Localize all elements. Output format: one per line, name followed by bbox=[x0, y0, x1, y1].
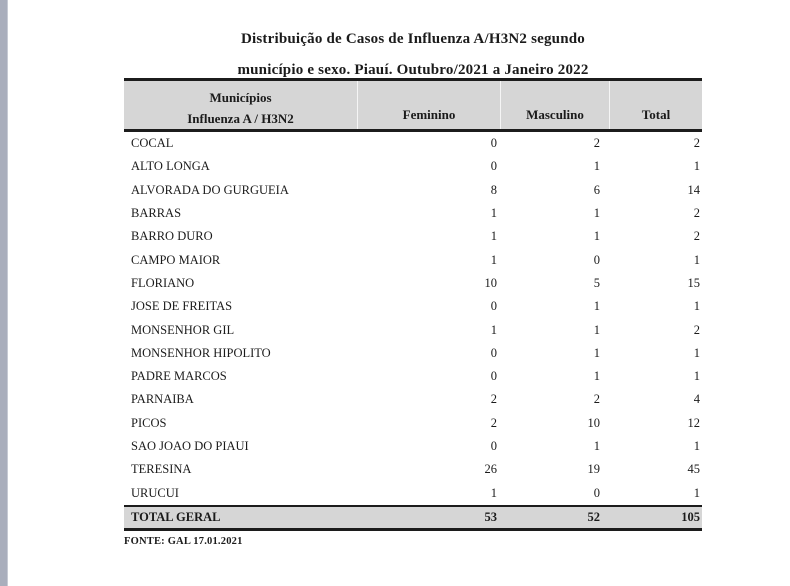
municipality-cell: CAMPO MAIOR bbox=[131, 252, 221, 267]
feminino-cell: 0 bbox=[490, 439, 497, 453]
total-cell: 1 bbox=[693, 345, 700, 360]
feminino-cell: 2 bbox=[490, 392, 497, 407]
municipality-cell: MONSENHOR GIL bbox=[131, 322, 235, 337]
feminino-cell: 2 bbox=[490, 415, 497, 430]
feminino-cell: 1 bbox=[490, 206, 497, 221]
table-row bbox=[124, 295, 702, 318]
masculino-cell: 1 bbox=[593, 322, 600, 337]
header-feminino: Feminino bbox=[357, 81, 500, 129]
municipality-cell: PARNAIBA bbox=[131, 392, 194, 407]
table-row bbox=[124, 342, 702, 365]
feminino-cell: 1 bbox=[490, 252, 497, 267]
municipality-cell: JOSE DE FREITAS bbox=[131, 299, 233, 314]
header-municipios-line2: Influenza A / H3N2 bbox=[187, 111, 294, 126]
feminino-cell: 0 bbox=[490, 345, 497, 360]
feminino-cell: 0 bbox=[490, 369, 497, 384]
masculino-cell: 1 bbox=[593, 299, 600, 314]
masculino-cell: 2 bbox=[593, 136, 600, 151]
municipality-cell: ALVORADA DO GURGUEIA bbox=[131, 182, 289, 197]
municipality-cell: COCAL bbox=[131, 136, 174, 151]
total-cell: 2 bbox=[693, 322, 700, 337]
table-row bbox=[124, 388, 702, 411]
municipality-cell: TERESINA bbox=[131, 462, 192, 477]
table-total-row bbox=[124, 505, 702, 531]
masculino-cell: 19 bbox=[587, 462, 600, 477]
total-cell: 1 bbox=[693, 439, 700, 453]
municipality-cell: ALTO LONGA bbox=[131, 159, 210, 174]
table-row bbox=[124, 179, 702, 202]
total-cell: 1 bbox=[693, 299, 700, 314]
title-line-2: município e sexo. Piauí. Outubro/2021 a Janeiro 2022 bbox=[237, 62, 589, 78]
table-row bbox=[124, 225, 702, 248]
masculino-cell: 6 bbox=[593, 182, 600, 197]
cases-table bbox=[124, 78, 702, 531]
total-cell: 1 bbox=[693, 369, 700, 384]
table-row bbox=[124, 202, 702, 225]
table-row bbox=[124, 132, 702, 155]
header-municipios bbox=[124, 81, 357, 129]
table-row bbox=[124, 458, 702, 481]
feminino-cell: 26 bbox=[484, 462, 497, 477]
total-row-feminino: 53 bbox=[484, 509, 497, 524]
masculino-cell: 10 bbox=[587, 415, 600, 430]
table-row bbox=[124, 318, 702, 341]
feminino-cell: 1 bbox=[490, 322, 497, 337]
masculino-cell: 1 bbox=[593, 206, 600, 221]
feminino-cell: 0 bbox=[490, 159, 497, 174]
table-row bbox=[124, 412, 702, 435]
table-row bbox=[124, 435, 702, 458]
masculino-cell: 1 bbox=[593, 439, 600, 453]
municipality-cell: BARRAS bbox=[131, 206, 182, 221]
masculino-cell: 1 bbox=[593, 345, 600, 360]
masculino-cell: 0 bbox=[593, 485, 600, 500]
municipality-cell: PADRE MARCOS bbox=[131, 369, 227, 384]
feminino-cell: 0 bbox=[490, 299, 497, 314]
masculino-cell: 1 bbox=[593, 229, 600, 244]
masculino-cell: 1 bbox=[593, 369, 600, 384]
municipality-cell: BARRO DURO bbox=[131, 229, 213, 244]
total-cell: 15 bbox=[687, 275, 700, 290]
feminino-cell: 0 bbox=[490, 136, 497, 151]
municipality-cell: SAO JOAO DO PIAUI bbox=[131, 439, 249, 453]
document-title bbox=[124, 24, 702, 86]
feminino-cell: 8 bbox=[490, 182, 497, 197]
header-masculino: Masculino bbox=[500, 81, 609, 129]
table-row bbox=[124, 155, 702, 178]
masculino-cell: 5 bbox=[593, 275, 600, 290]
masculino-cell: 2 bbox=[593, 392, 600, 407]
table-body bbox=[124, 132, 702, 505]
total-cell: 12 bbox=[687, 415, 700, 430]
header-municipios-line1: Municípios bbox=[209, 90, 272, 105]
table-row bbox=[124, 481, 702, 504]
title-line-1: Distribuição de Casos de Influenza A/H3N2 segundo bbox=[240, 31, 585, 47]
masculino-cell: 0 bbox=[593, 252, 600, 267]
feminino-cell: 1 bbox=[490, 485, 497, 500]
total-cell: 1 bbox=[693, 485, 700, 500]
table-row bbox=[124, 248, 702, 271]
feminino-cell: 1 bbox=[490, 229, 497, 244]
total-cell: 4 bbox=[693, 392, 700, 407]
total-cell: 14 bbox=[687, 182, 700, 197]
source-note: FONTE: GAL 17.01.2021 bbox=[124, 536, 243, 547]
table-row bbox=[124, 365, 702, 388]
masculino-cell: 1 bbox=[593, 159, 600, 174]
header-total: Total bbox=[609, 81, 702, 129]
table-header-row bbox=[124, 78, 702, 132]
page-left-edge bbox=[0, 0, 8, 586]
municipality-cell: FLORIANO bbox=[131, 275, 195, 290]
table-row bbox=[124, 272, 702, 295]
total-cell: 1 bbox=[693, 252, 700, 267]
total-cell: 2 bbox=[693, 206, 700, 221]
total-row-masculino: 52 bbox=[587, 509, 600, 524]
total-cell: 1 bbox=[693, 159, 700, 174]
total-cell: 45 bbox=[687, 462, 700, 477]
feminino-cell: 10 bbox=[484, 275, 497, 290]
total-row-label: TOTAL GERAL bbox=[131, 509, 221, 524]
total-cell: 2 bbox=[693, 229, 700, 244]
total-row-total: 105 bbox=[681, 509, 700, 524]
total-cell: 2 bbox=[693, 136, 700, 151]
municipality-cell: URUCUI bbox=[131, 485, 179, 500]
municipality-cell: PICOS bbox=[131, 415, 167, 430]
municipality-cell: MONSENHOR HIPOLITO bbox=[131, 345, 271, 360]
